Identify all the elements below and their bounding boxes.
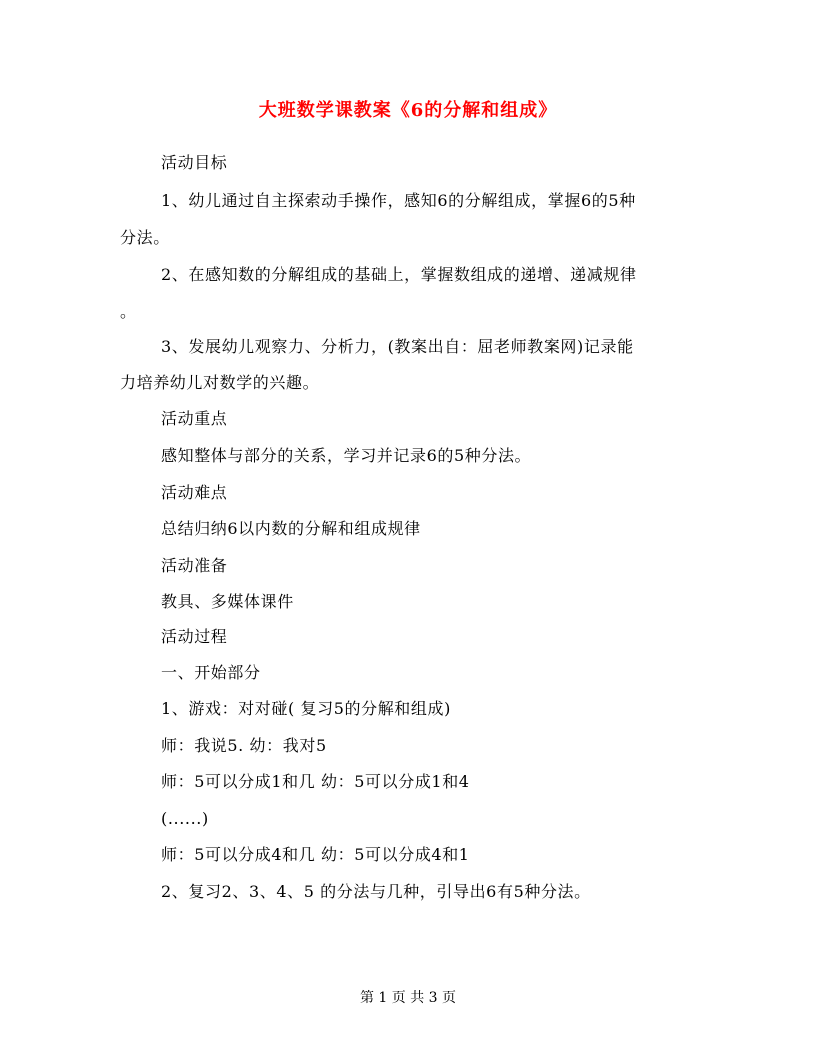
key-points-text: 感知整体与部分的关系，学习并记录6的5种分法。 — [161, 446, 532, 465]
goal-2-line-2: 。 — [120, 302, 137, 321]
process-step-1: 1、游戏：对对碰( 复习5的分解和组成) — [161, 699, 451, 718]
section-heading-difficulties: 活动难点 — [161, 483, 228, 502]
document-title: 大班数学课教案《6的分解和组成》 — [258, 100, 558, 121]
dialogue-line-1: 师：我说5. 幼：我对5 — [161, 736, 327, 755]
process-part-1-heading: 一、开始部分 — [161, 663, 261, 682]
dialogue-line-3: 师：5可以分成4和几 幼：5可以分成4和1 — [161, 845, 470, 864]
goal-3-line-2: 力培养幼儿对数学的兴趣。 — [120, 373, 320, 392]
section-heading-key-points: 活动重点 — [161, 409, 228, 428]
difficulties-text: 总结归纳6以内数的分解和组成规律 — [161, 519, 421, 538]
goal-2-line-1: 2、在感知数的分解组成的基础上，掌握数组成的递增、递减规律 — [161, 265, 637, 284]
section-heading-process: 活动过程 — [161, 627, 228, 646]
process-step-2: 2、复习2、3、4、5 的分法与几种，引导出6有5种分法。 — [161, 882, 591, 901]
section-heading-goals: 活动目标 — [161, 153, 228, 172]
dialogue-ellipsis: (......) — [161, 809, 209, 828]
goal-1-line-2: 分法。 — [120, 228, 170, 247]
goal-1-line-1: 1、幼儿通过自主探索动手操作，感知6的分解组成，掌握6的5种 — [161, 191, 636, 210]
goal-3-line-1: 3、发展幼儿观察力、分析力，(教案出自：屈老师教案网)记录能 — [161, 337, 634, 356]
preparation-text: 教具、多媒体课件 — [161, 592, 294, 611]
page-number-footer: 第 1 页 共 3 页 — [359, 990, 457, 1006]
dialogue-line-2: 师：5可以分成1和几 幼：5可以分成1和4 — [161, 772, 470, 791]
section-heading-preparation: 活动准备 — [161, 556, 228, 575]
